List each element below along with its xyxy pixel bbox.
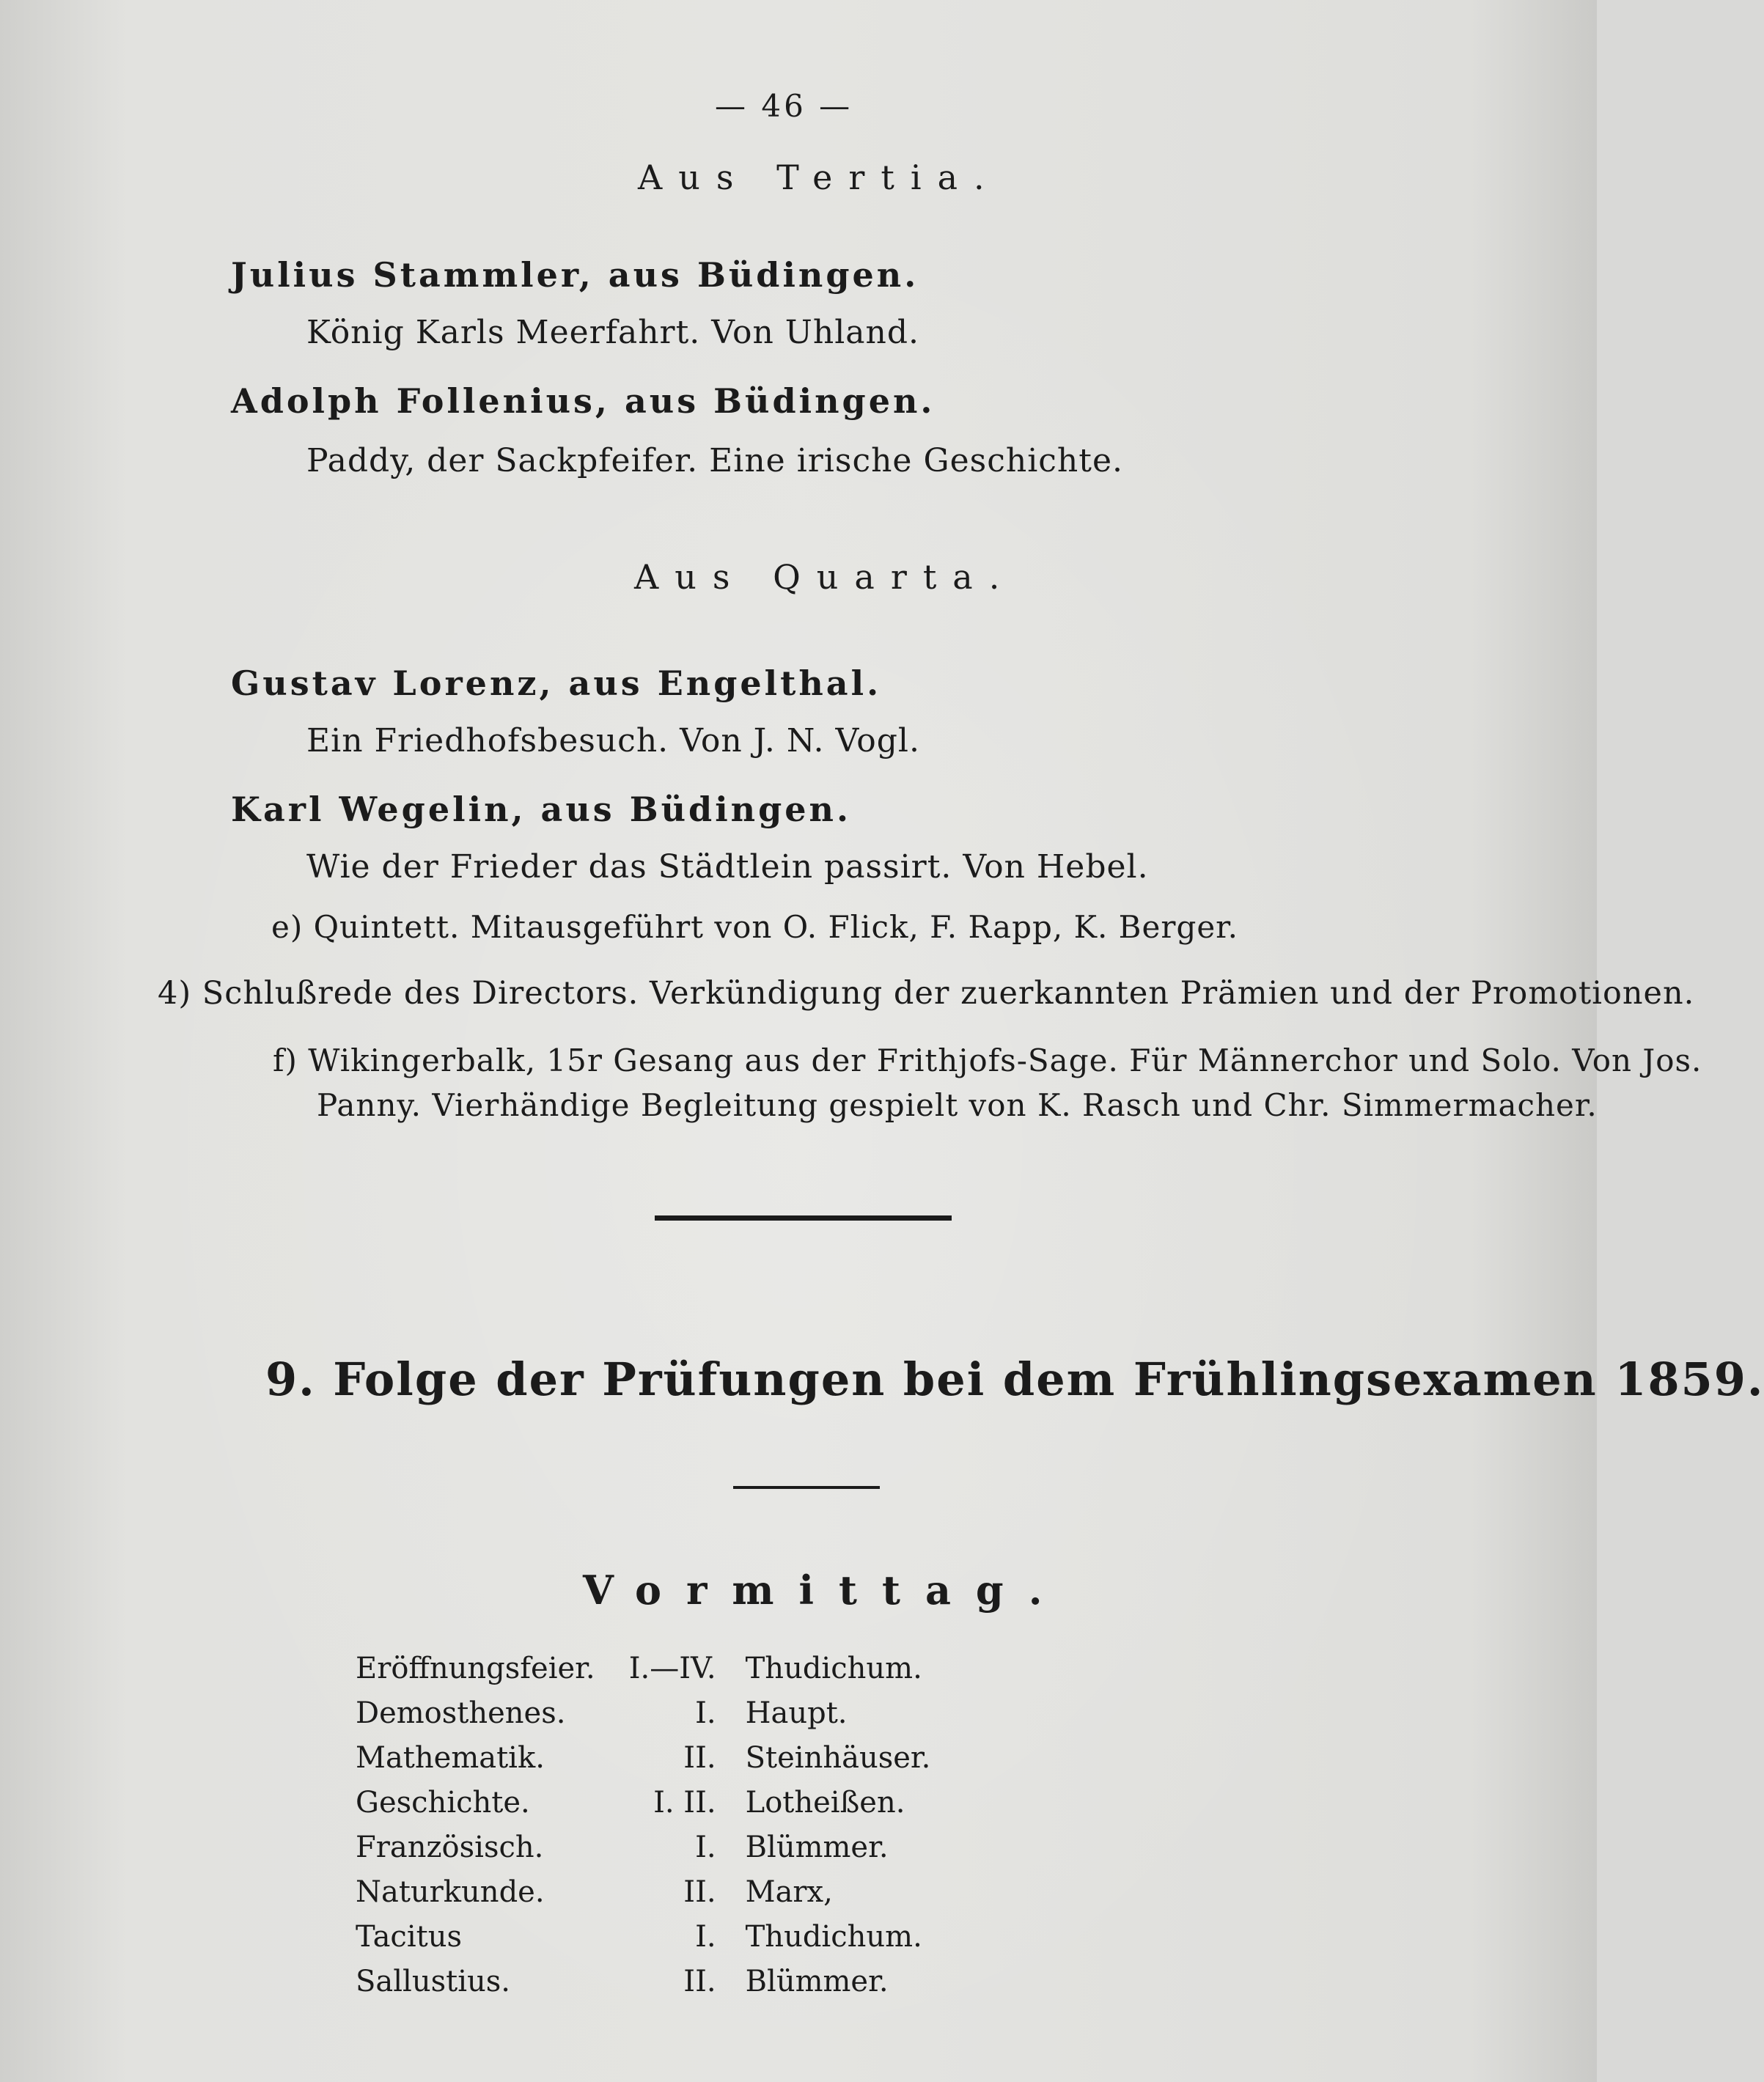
class-cell: I. <box>695 1696 716 1730</box>
title-underline <box>733 1486 880 1489</box>
table-row <box>356 1646 966 1691</box>
table-row <box>356 1869 966 1914</box>
section-divider <box>655 1215 952 1221</box>
quarta-student-2: Karl Wegelin, aus Büdingen. <box>231 790 851 829</box>
quarta-work-1: Ein Friedhofsbesuch. Von J. N. Vogl. <box>306 722 920 759</box>
subject-cell: Sallustius. <box>356 1964 510 1998</box>
subject-cell: Naturkunde. <box>356 1875 545 1909</box>
class-cell: II. <box>683 1964 716 1998</box>
quarta-student-1: Gustav Lorenz, aus Engelthal. <box>231 663 882 703</box>
table-row <box>356 1825 966 1869</box>
table-row <box>356 1691 966 1735</box>
teacher-cell: Steinhäuser. <box>745 1740 931 1775</box>
table-row <box>356 1959 966 2004</box>
table-row <box>356 1780 966 1825</box>
tertia-work-2: Paddy, der Sackpfeifer. Eine irische Geschichte. <box>306 442 1123 479</box>
class-cell: I. II. <box>653 1785 716 1820</box>
class-cell: I. <box>695 1830 716 1864</box>
class-cell: I.—IV. <box>628 1651 716 1685</box>
exam-schedule <box>356 1646 966 2004</box>
class-cell: I. <box>695 1919 716 1954</box>
program-item-4: 4) Schlußrede des Directors. Verkündigung der zuerkannten Prämien und der Promotionen. <box>158 975 1695 1012</box>
tertia-student-2: Adolph Follenius, aus Büdingen. <box>231 381 936 421</box>
class-cell: II. <box>683 1740 716 1775</box>
subject-cell: Geschichte. <box>356 1785 530 1820</box>
teacher-cell: Thudichum. <box>745 1651 922 1685</box>
class-cell: II. <box>683 1875 716 1909</box>
teacher-cell: Blümmer. <box>745 1830 889 1864</box>
tertia-work-1: König Karls Meerfahrt. Von Uhland. <box>306 314 919 351</box>
quarta-work-2: Wie der Frieder das Städtlein passirt. Von Hebel. <box>306 848 1149 886</box>
program-item-f-line1: f) Wikingerbalk, 15r Gesang aus der Frithjofs-Sage. Für Männerchor und Solo. Von Jos. <box>273 1042 1702 1078</box>
tertia-heading: Aus Tertia. <box>638 158 1001 197</box>
table-row <box>356 1914 966 1959</box>
subject-cell: Französisch. <box>356 1830 544 1864</box>
vormittag-heading: Vormittag. <box>583 1567 1067 1614</box>
teacher-cell: Lotheißen. <box>745 1785 905 1820</box>
page-number: — 46 — <box>715 88 853 124</box>
subject-cell: Mathematik. <box>356 1740 545 1775</box>
table-row <box>356 1735 966 1780</box>
tertia-student-1: Julius Stammler, aus Büdingen. <box>231 255 919 295</box>
section-9-title: 9. Folge der Prüfungen bei dem Frühlingsexamen 1859. <box>265 1353 1764 1406</box>
subject-cell: Demosthenes. <box>356 1696 566 1730</box>
program-item-e: e) Quintett. Mitausgeführt von O. Flick, F. Rapp, K. Berger. <box>271 909 1238 945</box>
teacher-cell: Haupt. <box>745 1696 848 1730</box>
program-item-f-line2: Panny. Vierhändige Begleitung gespielt von K. Rasch und Chr. Simmermacher. <box>317 1087 1598 1123</box>
teacher-cell: Marx, <box>745 1875 833 1909</box>
subject-cell: Eröffnungsfeier. <box>356 1651 595 1685</box>
teacher-cell: Blümmer. <box>745 1964 889 1998</box>
subject-cell: Tacitus <box>356 1919 462 1954</box>
teacher-cell: Thudichum. <box>745 1919 922 1954</box>
quarta-heading: Aus Quarta. <box>634 557 1016 597</box>
